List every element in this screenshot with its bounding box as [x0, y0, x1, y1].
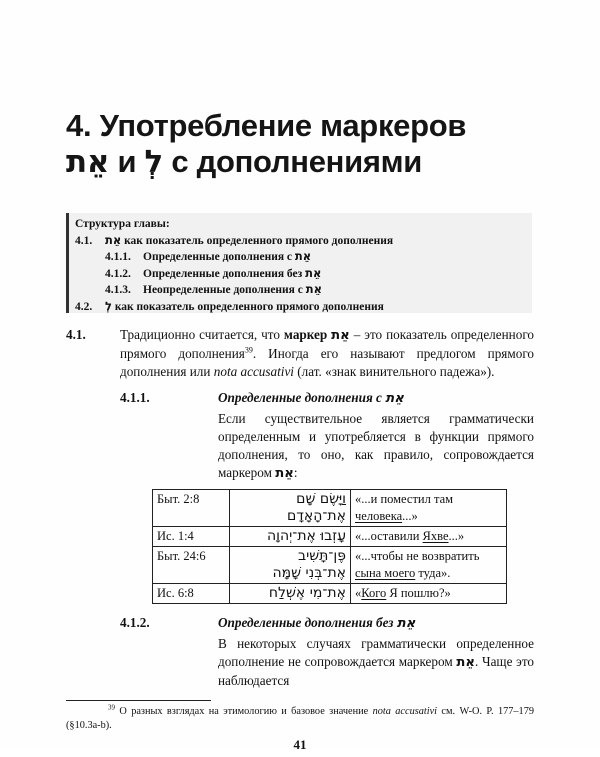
footnote-ref[interactable]: 39 — [244, 345, 253, 355]
hebrew-line: פֶּן־תָּשִׁיב — [298, 548, 346, 564]
examples-table — [152, 489, 507, 604]
hebrew-text — [230, 584, 351, 604]
toc-item — [75, 249, 532, 266]
hebrew-line: וַיָּשֶׂם שָׁם — [296, 491, 346, 507]
hebrew-text — [230, 490, 351, 527]
chapter-title — [66, 108, 546, 180]
hebrew-et: אֵת — [396, 616, 416, 631]
translation — [351, 527, 507, 547]
subsection-title — [218, 389, 534, 408]
text: В некоторых случаях грамматически определенное дополнение не сопровождается маркером — [218, 636, 534, 669]
hebrew-et: אֵת — [331, 328, 350, 343]
toc-text: Неопределенные дополнения с — [143, 284, 306, 296]
title-line1: 4. Употребление маркеров — [66, 108, 467, 143]
toc-text: как показатель определенного прямого дополнения — [121, 234, 394, 247]
toc-item — [75, 233, 532, 250]
hebrew-line: אֶת־בְּנִי שָׁמָּה — [272, 565, 346, 581]
underlined: Яхве — [422, 529, 449, 543]
section-number: 4.1.2. — [120, 615, 150, 630]
hebrew-et: אֵת — [66, 144, 110, 180]
hebrew-line: אֶת־הָאָדָם — [286, 508, 346, 524]
section-number: 4.1.1. — [120, 390, 150, 405]
footnote — [66, 705, 534, 733]
reference: Ис. 6:8 — [153, 584, 230, 604]
title-rest: с дополнениями — [163, 144, 423, 179]
chapter-structure-box — [66, 213, 532, 313]
italic-term: nota accusativi — [213, 364, 294, 379]
reference: Быт. 2:8 — [153, 490, 230, 527]
toc-item — [75, 299, 532, 316]
toc-num: 4.1.1. — [105, 251, 131, 263]
table-row — [153, 584, 507, 604]
section-4-1-text — [120, 326, 534, 381]
text: «...и поместил там — [355, 492, 454, 506]
page-number: 41 — [293, 737, 307, 752]
toc-num: 4.1. — [75, 234, 93, 247]
text: туда». — [415, 566, 451, 580]
footnote-divider — [66, 700, 211, 701]
text: О разных взглядах на этимологию и базовое значение — [115, 706, 373, 717]
section-4-1 — [66, 326, 534, 381]
toc-text: Определенные дополнения без — [143, 267, 306, 280]
text: ...» — [448, 529, 465, 543]
toc-heb: לְ — [105, 298, 112, 313]
toc-num: 4.1.2. — [105, 267, 131, 280]
hebrew-et: אֵת — [456, 655, 475, 670]
text: «...чтобы не возвратить — [355, 549, 480, 563]
section-4-1-1 — [66, 389, 534, 483]
table-row — [153, 490, 507, 527]
toc-heb: אֵת — [305, 282, 322, 296]
subsection-title-text: Определенные дополнения без — [218, 615, 397, 630]
hebrew-text — [230, 527, 351, 547]
toc-item — [75, 282, 532, 299]
subsection-title-text: Определенные дополнения с — [218, 390, 386, 405]
toc-heading: Структура главы: — [75, 218, 170, 230]
text: Если существительное является грамматически определенным и употребляется в функции прямого дополнения, то оно, как правило, сопровождается маркером — [218, 411, 534, 480]
text: – это показатель определенного прямого дополнения — [120, 327, 534, 361]
hebrew-le: לְ — [144, 144, 164, 180]
text: «...оставили — [355, 529, 423, 543]
toc-text: Определенные дополнения с — [143, 251, 295, 263]
footnote-number: 39 — [108, 703, 115, 712]
text: . Иногда его называют предлогом прямого дополнения или — [120, 346, 534, 379]
text: (лат. «знак винительного падежа»). — [293, 364, 495, 379]
text: ...» — [402, 509, 418, 523]
underlined: человека — [355, 509, 403, 523]
text: Я пошлю?» — [386, 586, 451, 600]
toc-num: 4.1.3. — [105, 284, 131, 296]
translation — [351, 490, 507, 527]
hebrew-et: אֵת — [275, 466, 294, 481]
text: . Чаще это наблюдается — [218, 654, 534, 688]
subsection-title — [218, 614, 534, 633]
hebrew-line: אֶת־מִי אֶשְׁלַח — [268, 585, 346, 601]
toc-heb: אֵת — [294, 249, 312, 263]
reference: Ис. 1:4 — [153, 527, 230, 547]
toc-text: как показатель определенного прямого дополнения — [111, 300, 384, 313]
section-number: 4.1. — [66, 327, 86, 342]
toc-item — [75, 266, 532, 283]
hebrew-et: אֵת — [385, 391, 404, 406]
text: : — [293, 465, 298, 480]
title-line2 — [66, 144, 546, 180]
section-4-1-2-text — [218, 635, 534, 690]
text: « — [355, 586, 362, 600]
underlined: сына моего — [355, 566, 416, 580]
bold-term: маркер — [283, 327, 332, 342]
text: Традиционно считается, что — [120, 327, 284, 342]
italic-term: nota accusativi — [372, 706, 438, 717]
title-and: и — [109, 144, 145, 179]
underlined: Кого — [361, 586, 387, 600]
toc-heb: אֵת — [105, 232, 122, 247]
section-4-1-2 — [66, 614, 534, 690]
body-content — [66, 326, 534, 757]
text: см. W-O. P. 177–179 (§10.3a-b). — [66, 706, 534, 731]
reference: Быт. 24:6 — [153, 547, 230, 584]
translation — [351, 584, 507, 604]
hebrew-line: עָזְבוּ אֶת־יְהוָה — [267, 528, 346, 544]
section-4-1-1-text — [218, 410, 534, 483]
translation — [351, 547, 507, 584]
toc-heb: אֵת — [305, 265, 322, 280]
toc-num: 4.2. — [75, 300, 93, 313]
table-row — [153, 527, 507, 547]
table-row — [153, 547, 507, 584]
hebrew-text — [230, 547, 351, 584]
